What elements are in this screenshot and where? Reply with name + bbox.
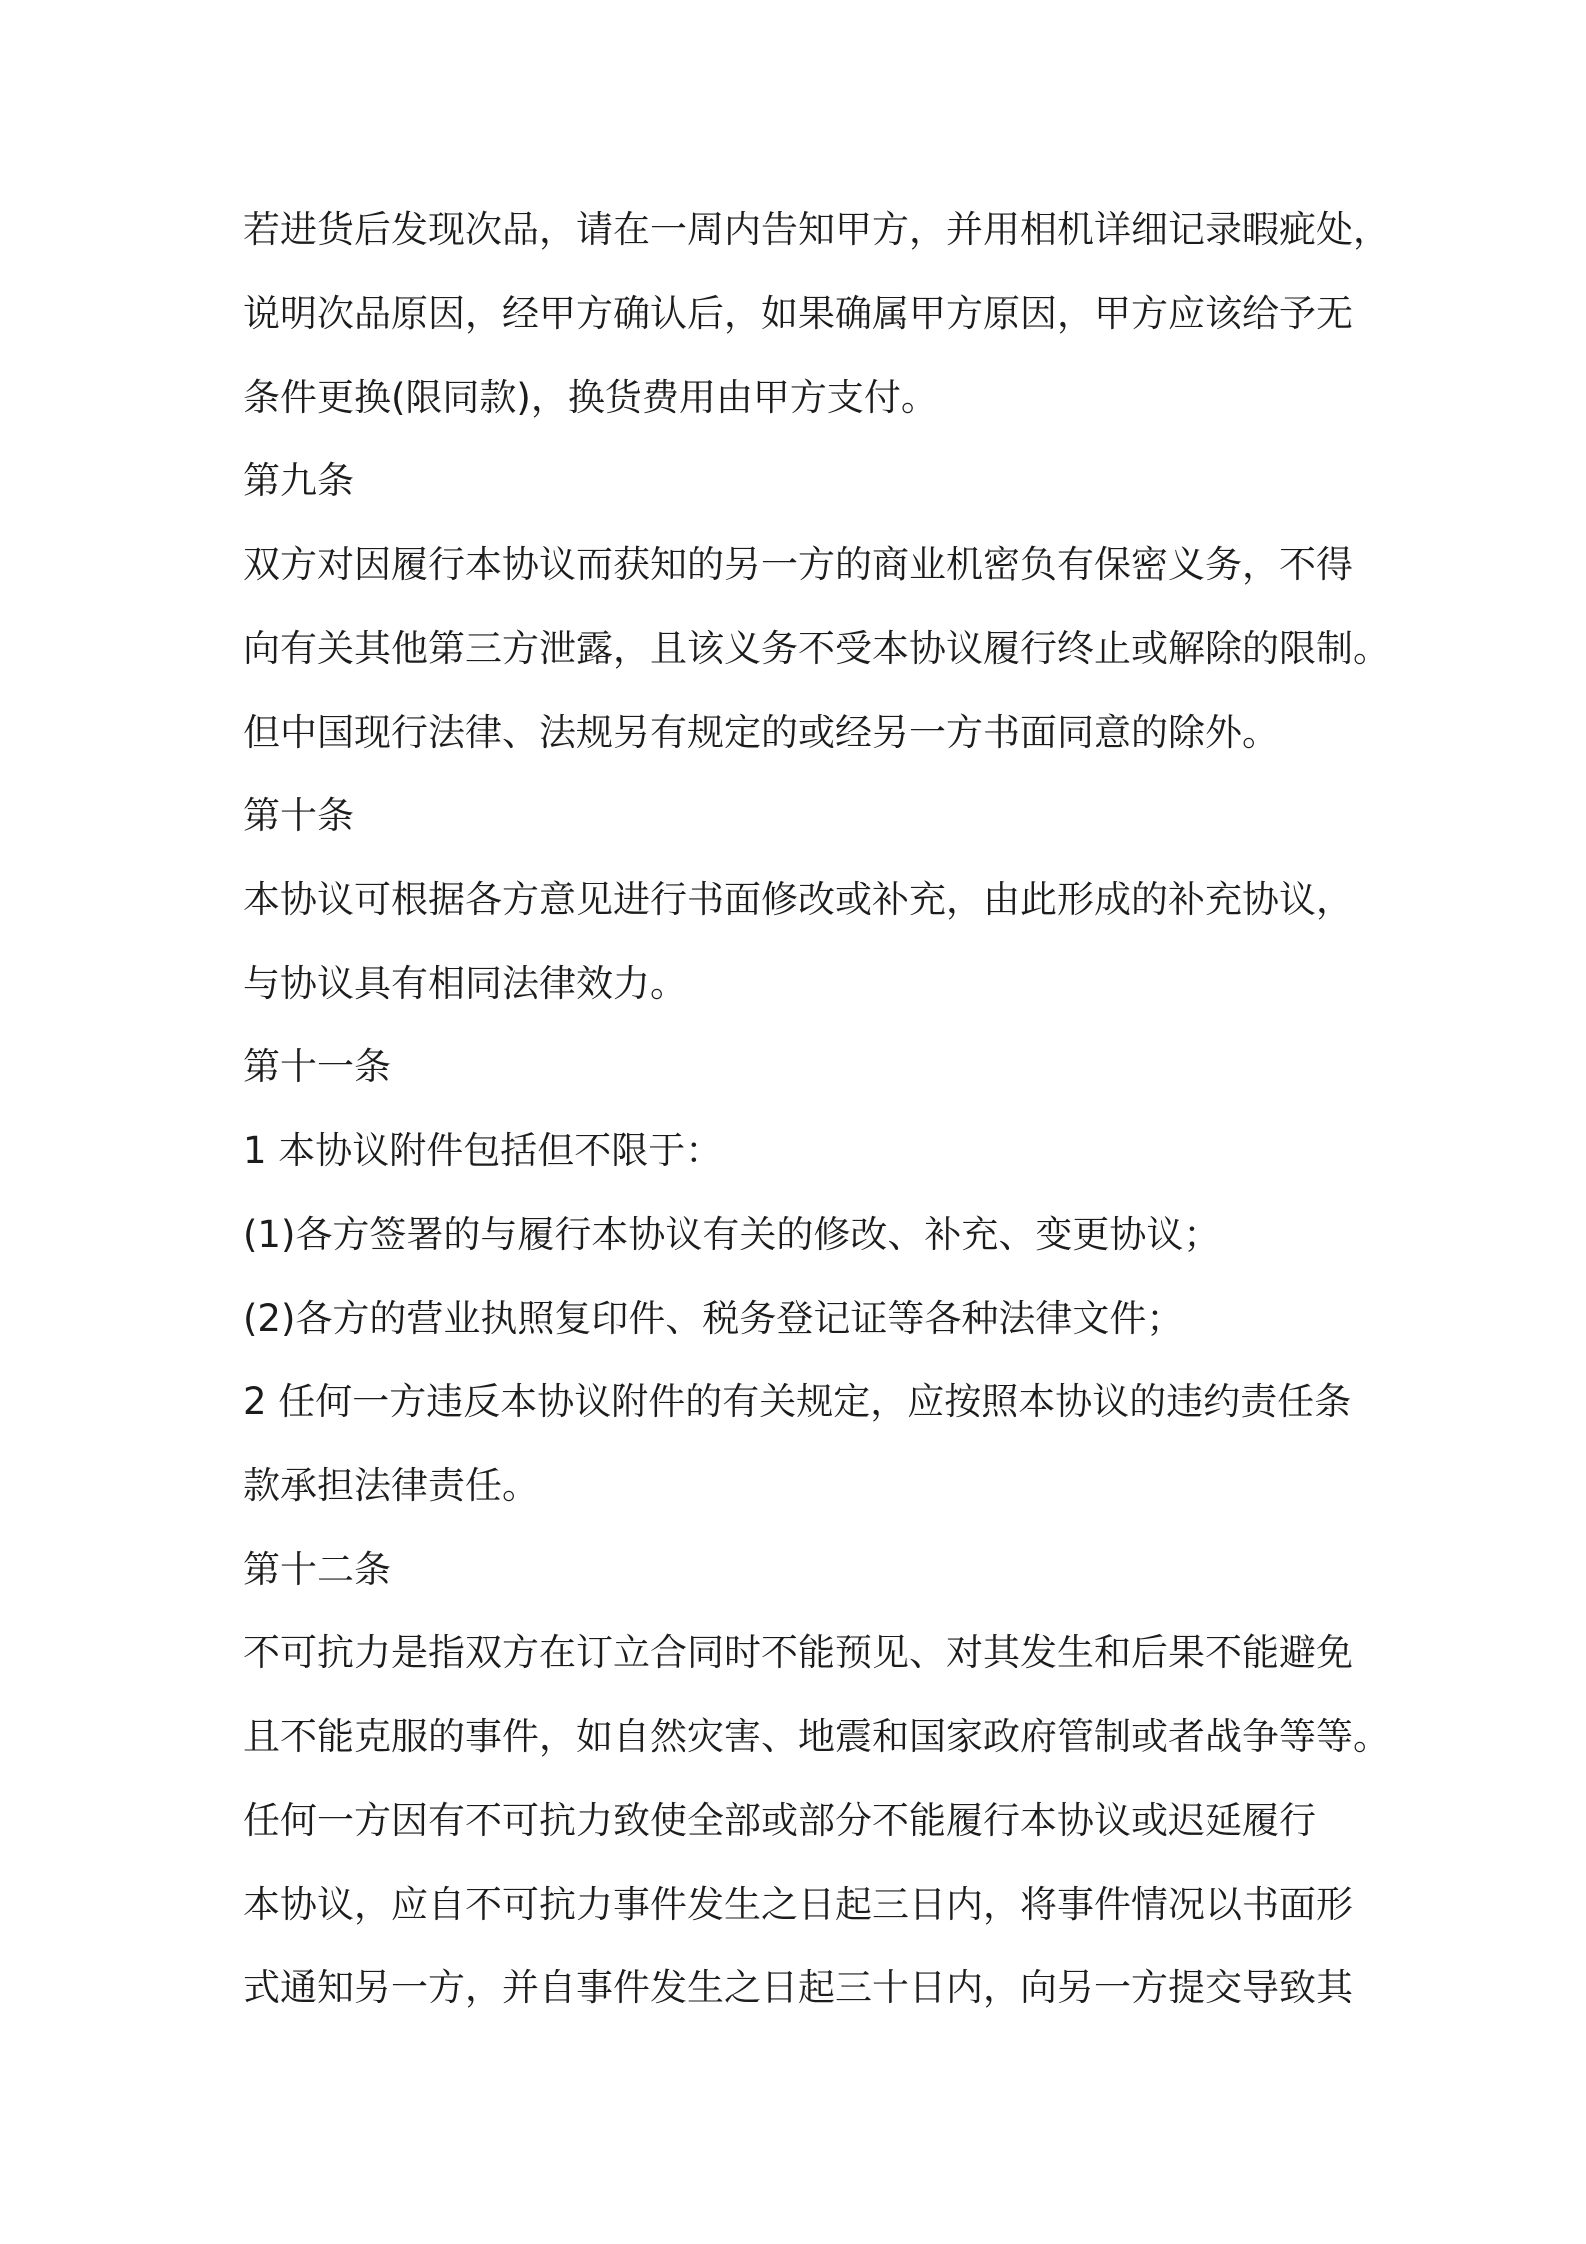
paragraph-line: 本协议可根据各方意见进行书面修改或补充，由此形成的补充协议， xyxy=(243,878,1353,921)
list-item: (1)各方签署的与履行本协议有关的修改、补充、变更协议； xyxy=(243,1213,1221,1256)
article-heading: 第九条 xyxy=(243,459,354,502)
paragraph-line: 说明次品原因，经甲方确认后，如果确属甲方原因，甲方应该给予无 xyxy=(243,292,1353,335)
paragraph-line: 不可抗力是指双方在订立合同时不能预见、对其发生和后果不能避免 xyxy=(243,1631,1353,1674)
paragraph-line: 与协议具有相同法律效力。 xyxy=(243,962,687,1005)
paragraph-line: 但中国现行法律、法规另有规定的或经另一方书面同意的除外。 xyxy=(243,711,1279,754)
paragraph-line: 本协议，应自不可抗力事件发生之日起三日内，将事件情况以书面形 xyxy=(243,1883,1353,1926)
paragraph-line: 任何一方因有不可抗力致使全部或部分不能履行本协议或迟延履行 xyxy=(243,1799,1316,1842)
paragraph-line: 双方对因履行本协议而获知的另一方的商业机密负有保密义务，不得 xyxy=(243,543,1353,586)
paragraph-line: 若进货后发现次品，请在一周内告知甲方，并用相机详细记录暇疵处， xyxy=(243,208,1390,251)
article-heading: 第十一条 xyxy=(243,1045,391,1088)
paragraph-line: 款承担法律责任。 xyxy=(243,1464,539,1507)
list-item: (2)各方的营业执照复印件、税务登记证等各种法律文件； xyxy=(243,1297,1184,1340)
paragraph-line: 式通知另一方，并自事件发生之日起三十日内，向另一方提交导致其 xyxy=(243,1966,1353,2009)
paragraph-line: 向有关其他第三方泄露，且该义务不受本协议履行终止或解除的限制。 xyxy=(243,627,1390,670)
paragraph-line: 条件更换(限同款)，换货费用由甲方支付。 xyxy=(243,376,938,419)
paragraph-line: 且不能克服的事件，如自然灾害、地震和国家政府管制或者战争等等。 xyxy=(243,1715,1390,1758)
list-item: 1 本协议附件包括但不限于： xyxy=(243,1129,723,1172)
article-heading: 第十条 xyxy=(243,794,354,837)
article-heading: 第十二条 xyxy=(243,1548,391,1591)
list-item: 2 任何一方违反本协议附件的有关规定，应按照本协议的违约责任条 xyxy=(243,1380,1352,1423)
